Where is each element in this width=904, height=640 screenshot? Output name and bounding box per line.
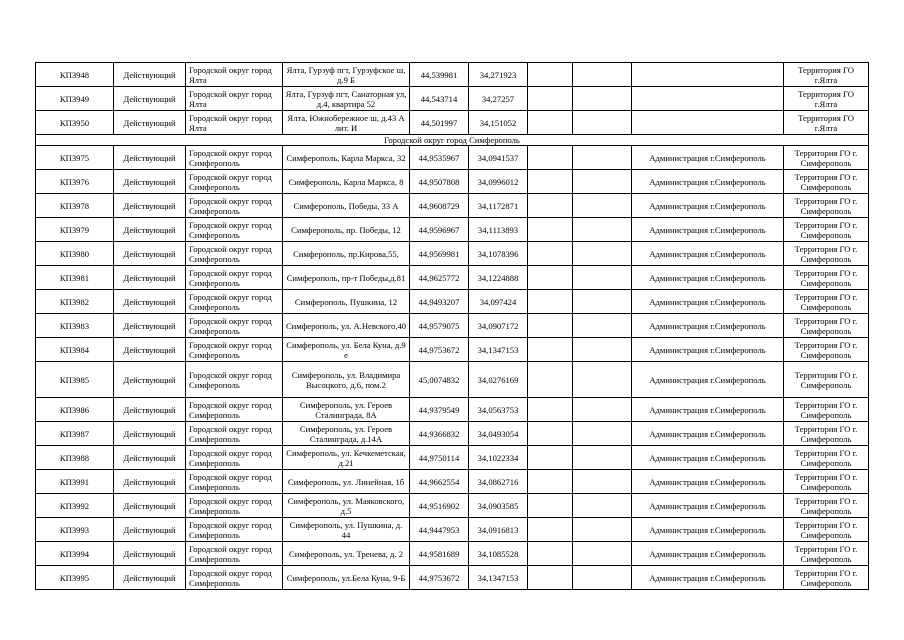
point-id-cell: КП3976 <box>36 170 114 194</box>
territory-cell: Территория ГО г. Симферополь <box>784 446 869 470</box>
empty-cell-cell <box>528 63 573 87</box>
administration-cell: Администрация г.Симферополь <box>632 194 784 218</box>
latitude-cell: 44,9493207 <box>410 290 469 314</box>
table-row <box>36 146 869 170</box>
longitude-cell: 34,1224888 <box>469 266 528 290</box>
table-row <box>36 194 869 218</box>
empty-cell-cell <box>528 170 573 194</box>
address-cell: Симферополь, ул. Владимира Высоцкого, д.6, пом.2 <box>283 362 410 398</box>
latitude-cell: 44,9447953 <box>410 518 469 542</box>
municipality-cell: Городской округ город Ялта <box>186 111 283 135</box>
municipality-cell: Городской округ город Симферополь <box>186 446 283 470</box>
empty-cell-cell <box>528 314 573 338</box>
longitude-cell: 34,1347153 <box>469 338 528 362</box>
empty-cell-cell <box>528 566 573 590</box>
administration-cell: Администрация г.Симферополь <box>632 494 784 518</box>
administration-cell: Администрация г.Симферополь <box>632 470 784 494</box>
point-id-cell: КП3987 <box>36 422 114 446</box>
municipality-cell: Городской округ город Симферополь <box>186 362 283 398</box>
latitude-cell: 44,9753672 <box>410 566 469 590</box>
longitude-cell: 34,1078396 <box>469 242 528 266</box>
territory-cell: Территория ГО г. Симферополь <box>784 170 869 194</box>
point-id-cell: КП3984 <box>36 338 114 362</box>
latitude-cell: 44,9753672 <box>410 338 469 362</box>
empty-cell-cell <box>573 87 632 111</box>
address-cell: Симферополь, ул.Бела Куна, 9-Б <box>283 566 410 590</box>
empty-cell-cell <box>573 518 632 542</box>
territory-cell: Территория ГО г. Симферополь <box>784 242 869 266</box>
table-row <box>36 170 869 194</box>
administration-cell: Администрация г.Симферополь <box>632 266 784 290</box>
territory-cell: Территория ГО г. Симферополь <box>784 566 869 590</box>
table-row <box>36 566 869 590</box>
latitude-cell: 44,9662554 <box>410 470 469 494</box>
empty-cell-cell <box>573 242 632 266</box>
empty-cell-cell <box>573 542 632 566</box>
status-cell: Действующий <box>114 446 186 470</box>
address-cell: Симферополь, ул. Кечкеметская, д.21 <box>283 446 410 470</box>
status-cell: Действующий <box>114 170 186 194</box>
municipality-cell: Городской округ город Симферополь <box>186 518 283 542</box>
table-row <box>36 446 869 470</box>
yalta-rows <box>36 63 869 135</box>
empty-cell-cell <box>573 314 632 338</box>
table-row <box>36 63 869 87</box>
latitude-cell: 44,543714 <box>410 87 469 111</box>
longitude-cell: 34,0941537 <box>469 146 528 170</box>
empty-cell-cell <box>528 470 573 494</box>
empty-cell-cell <box>573 470 632 494</box>
point-id-cell: КП3980 <box>36 242 114 266</box>
territory-cell: Территория ГО г. Симферополь <box>784 146 869 170</box>
table-row <box>36 111 869 135</box>
table-row <box>36 362 869 398</box>
empty-cell-cell <box>573 338 632 362</box>
point-id-cell: КП3978 <box>36 194 114 218</box>
point-id-cell: КП3988 <box>36 446 114 470</box>
empty-cell-cell <box>528 111 573 135</box>
empty-cell-cell <box>573 218 632 242</box>
empty-cell-cell <box>573 170 632 194</box>
latitude-cell: 44,9535967 <box>410 146 469 170</box>
table-row <box>36 87 869 111</box>
empty-cell-cell <box>528 494 573 518</box>
empty-cell-cell <box>573 111 632 135</box>
municipality-cell: Городской округ город Симферополь <box>186 218 283 242</box>
municipality-cell: Городской округ город Симферополь <box>186 266 283 290</box>
administration-cell: Администрация г.Симферополь <box>632 518 784 542</box>
point-id-cell: КП3986 <box>36 398 114 422</box>
address-cell: Симферополь, пр.Кирова,55, <box>283 242 410 266</box>
table-row <box>36 314 869 338</box>
administration-cell: Администрация г.Симферополь <box>632 422 784 446</box>
municipality-cell: Городской округ город Симферополь <box>186 398 283 422</box>
longitude-cell: 34,0903585 <box>469 494 528 518</box>
table-row <box>36 494 869 518</box>
longitude-cell: 34,1022334 <box>469 446 528 470</box>
table-row <box>36 338 869 362</box>
municipality-cell: Городской округ город Симферополь <box>186 314 283 338</box>
territory-cell: Территория ГО г. Симферополь <box>784 422 869 446</box>
territory-cell: Территория ГО г. Симферополь <box>784 494 869 518</box>
latitude-cell: 45,0074832 <box>410 362 469 398</box>
table-row <box>36 518 869 542</box>
longitude-cell: 34,097424 <box>469 290 528 314</box>
table-row <box>36 290 869 314</box>
status-cell: Действующий <box>114 242 186 266</box>
municipality-cell: Городской округ город Симферополь <box>186 242 283 266</box>
territory-cell: Территория ГО г. Симферополь <box>784 290 869 314</box>
latitude-cell: 44,9366832 <box>410 422 469 446</box>
point-id-cell: КП3949 <box>36 87 114 111</box>
administration-cell <box>632 111 784 135</box>
point-id-cell: КП3991 <box>36 470 114 494</box>
longitude-cell: 34,0563753 <box>469 398 528 422</box>
address-cell: Симферополь, пр. Победы, 12 <box>283 218 410 242</box>
administration-cell: Администрация г.Симферополь <box>632 290 784 314</box>
point-id-cell: КП3993 <box>36 518 114 542</box>
municipality-cell: Городской округ город Симферополь <box>186 194 283 218</box>
empty-cell-cell <box>528 218 573 242</box>
latitude-cell: 44,9379549 <box>410 398 469 422</box>
point-id-cell: КП3994 <box>36 542 114 566</box>
address-cell: Ялта, Гурзуф пгт, Гурзуфское ш, д.9 Б <box>283 63 410 87</box>
longitude-cell: 34,0916813 <box>469 518 528 542</box>
latitude-cell: 44,9516902 <box>410 494 469 518</box>
longitude-cell: 34,0996012 <box>469 170 528 194</box>
status-cell: Действующий <box>114 290 186 314</box>
registry-table <box>35 62 869 590</box>
latitude-cell: 44,539981 <box>410 63 469 87</box>
address-cell: Симферополь, ул. Бела Куна, д.9 е <box>283 338 410 362</box>
status-cell: Действующий <box>114 218 186 242</box>
municipality-cell: Городской округ город Симферополь <box>186 170 283 194</box>
territory-cell: Территория ГО г. Симферополь <box>784 398 869 422</box>
administration-cell: Администрация г.Симферополь <box>632 242 784 266</box>
latitude-cell: 44,9579075 <box>410 314 469 338</box>
longitude-cell: 34,27257 <box>469 87 528 111</box>
administration-cell: Администрация г.Симферополь <box>632 362 784 398</box>
empty-cell-cell <box>573 566 632 590</box>
latitude-cell: 44,9608729 <box>410 194 469 218</box>
address-cell: Симферополь, ул. Героев Сталинграда, д.14А <box>283 422 410 446</box>
empty-cell-cell <box>573 266 632 290</box>
municipality-cell: Городской округ город Ялта <box>186 87 283 111</box>
empty-cell-cell <box>573 398 632 422</box>
longitude-cell: 34,151052 <box>469 111 528 135</box>
municipality-cell: Городской округ город Симферополь <box>186 146 283 170</box>
latitude-cell: 44,9625772 <box>410 266 469 290</box>
municipality-cell: Городской округ город Симферополь <box>186 470 283 494</box>
table-row <box>36 242 869 266</box>
longitude-cell: 34,1172871 <box>469 194 528 218</box>
simferopol-rows <box>36 146 869 590</box>
empty-cell-cell <box>528 362 573 398</box>
status-cell: Действующий <box>114 63 186 87</box>
empty-cell-cell <box>573 146 632 170</box>
municipality-cell: Городской округ город Симферополь <box>186 566 283 590</box>
address-cell: Симферополь, пр-т Победы,д.81 <box>283 266 410 290</box>
address-cell: Симферополь, ул. Героев Сталинграда, 8А <box>283 398 410 422</box>
empty-cell-cell <box>573 446 632 470</box>
empty-cell-cell <box>573 362 632 398</box>
point-id-cell: КП3981 <box>36 266 114 290</box>
territory-cell: Территория ГО г. Симферополь <box>784 542 869 566</box>
administration-cell: Администрация г.Симферополь <box>632 398 784 422</box>
latitude-cell: 44,9569981 <box>410 242 469 266</box>
point-id-cell: КП3983 <box>36 314 114 338</box>
administration-cell: Администрация г.Симферополь <box>632 542 784 566</box>
address-cell: Симферополь, ул. Тренева, д. 2 <box>283 542 410 566</box>
empty-cell-cell <box>573 63 632 87</box>
administration-cell: Администрация г.Симферополь <box>632 314 784 338</box>
point-id-cell: КП3982 <box>36 290 114 314</box>
point-id-cell: КП3975 <box>36 146 114 170</box>
administration-cell: Администрация г.Симферополь <box>632 446 784 470</box>
point-id-cell: КП3948 <box>36 63 114 87</box>
latitude-cell: 44,9507808 <box>410 170 469 194</box>
status-cell: Действующий <box>114 518 186 542</box>
latitude-cell: 44,9750114 <box>410 446 469 470</box>
longitude-cell: 34,271923 <box>469 63 528 87</box>
empty-cell-cell <box>573 422 632 446</box>
latitude-cell: 44,501997 <box>410 111 469 135</box>
empty-cell-cell <box>528 398 573 422</box>
point-id-cell: КП3985 <box>36 362 114 398</box>
table-row <box>36 218 869 242</box>
administration-cell: Администрация г.Симферополь <box>632 338 784 362</box>
territory-cell: Территория ГО г. Симферополь <box>784 218 869 242</box>
status-cell: Действующий <box>114 338 186 362</box>
municipality-cell: Городской округ город Симферополь <box>186 290 283 314</box>
point-id-cell: КП3950 <box>36 111 114 135</box>
address-cell: Симферополь, Победы, 33 А <box>283 194 410 218</box>
territory-cell: Территория ГО г. Симферополь <box>784 362 869 398</box>
longitude-cell: 34,0907172 <box>469 314 528 338</box>
address-cell: Симферополь, ул. Пушкина, д. 44 <box>283 518 410 542</box>
longitude-cell: 34,0493054 <box>469 422 528 446</box>
status-cell: Действующий <box>114 111 186 135</box>
section-header-group <box>36 135 869 146</box>
latitude-cell: 44,9596967 <box>410 218 469 242</box>
point-id-cell: КП3979 <box>36 218 114 242</box>
status-cell: Действующий <box>114 494 186 518</box>
table-row <box>36 398 869 422</box>
territory-cell: Территория ГО г. Симферополь <box>784 338 869 362</box>
table-row <box>36 422 869 446</box>
table-row <box>36 542 869 566</box>
longitude-cell: 34,0276169 <box>469 362 528 398</box>
address-cell: Симферополь, Карла Маркса, 32 <box>283 146 410 170</box>
administration-cell: Администрация г.Симферополь <box>632 146 784 170</box>
address-cell: Симферополь, ул. А.Невского,40 <box>283 314 410 338</box>
status-cell: Действующий <box>114 566 186 590</box>
territory-cell: Территория ГО г.Ялта <box>784 63 869 87</box>
address-cell: Ялта, Южнобережное ш, д.43 А лит. И <box>283 111 410 135</box>
territory-cell: Территория ГО г. Симферополь <box>784 266 869 290</box>
status-cell: Действующий <box>114 146 186 170</box>
empty-cell-cell <box>528 266 573 290</box>
status-cell: Действующий <box>114 266 186 290</box>
territory-cell: Территория ГО г.Ялта <box>784 87 869 111</box>
section-header-row <box>36 135 869 146</box>
address-cell: Симферополь, ул. Линейная, 1б <box>283 470 410 494</box>
longitude-cell: 34,0862716 <box>469 470 528 494</box>
longitude-cell: 34,1113893 <box>469 218 528 242</box>
municipality-cell: Городской округ город Ялта <box>186 63 283 87</box>
empty-cell-cell <box>528 338 573 362</box>
empty-cell-cell <box>528 422 573 446</box>
empty-cell-cell <box>573 290 632 314</box>
administration-cell <box>632 63 784 87</box>
territory-cell: Территория ГО г. Симферополь <box>784 470 869 494</box>
administration-cell: Администрация г.Симферополь <box>632 170 784 194</box>
empty-cell-cell <box>528 542 573 566</box>
status-cell: Действующий <box>114 398 186 422</box>
empty-cell-cell <box>573 494 632 518</box>
territory-cell: Территория ГО г. Симферополь <box>784 194 869 218</box>
address-cell: Симферополь, ул. Маяковского, д.5 <box>283 494 410 518</box>
empty-cell-cell <box>528 518 573 542</box>
address-cell: Ялта, Гурзуф пгт, Санаторная ул, д.4, квартира 52 <box>283 87 410 111</box>
municipality-cell: Городской округ город Симферополь <box>186 494 283 518</box>
territory-cell: Территория ГО г.Ялта <box>784 111 869 135</box>
point-id-cell: КП3992 <box>36 494 114 518</box>
empty-cell-cell <box>528 87 573 111</box>
territory-cell: Территория ГО г. Симферополь <box>784 314 869 338</box>
status-cell: Действующий <box>114 362 186 398</box>
municipality-cell: Городской округ город Симферополь <box>186 338 283 362</box>
address-cell: Симферополь, Карла Маркса, 8 <box>283 170 410 194</box>
longitude-cell: 34,1347153 <box>469 566 528 590</box>
address-cell: Симферополь, Пушкина, 12 <box>283 290 410 314</box>
status-cell: Действующий <box>114 542 186 566</box>
administration-cell: Администрация г.Симферополь <box>632 218 784 242</box>
status-cell: Действующий <box>114 314 186 338</box>
empty-cell-cell <box>528 242 573 266</box>
latitude-cell: 44,9581689 <box>410 542 469 566</box>
empty-cell-cell <box>528 146 573 170</box>
status-cell: Действующий <box>114 194 186 218</box>
longitude-cell: 34,1085528 <box>469 542 528 566</box>
section-title: Городской округ город Симферополь <box>36 135 869 146</box>
municipality-cell: Городской округ город Симферополь <box>186 422 283 446</box>
empty-cell-cell <box>528 290 573 314</box>
status-cell: Действующий <box>114 470 186 494</box>
point-id-cell: КП3995 <box>36 566 114 590</box>
empty-cell-cell <box>573 194 632 218</box>
administration-cell <box>632 87 784 111</box>
administration-cell: Администрация г.Симферополь <box>632 566 784 590</box>
municipality-cell: Городской округ город Симферополь <box>186 542 283 566</box>
status-cell: Действующий <box>114 87 186 111</box>
status-cell: Действующий <box>114 422 186 446</box>
table-row <box>36 470 869 494</box>
empty-cell-cell <box>528 194 573 218</box>
territory-cell: Территория ГО г. Симферополь <box>784 518 869 542</box>
empty-cell-cell <box>528 446 573 470</box>
table-row <box>36 266 869 290</box>
